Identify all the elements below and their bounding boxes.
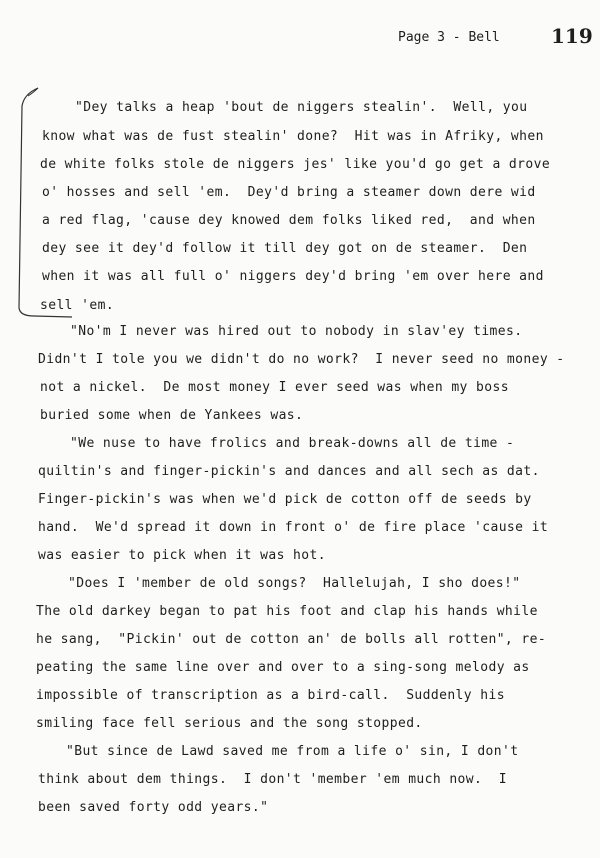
text-line: buried some when de Yankees was.	[40, 408, 304, 423]
text-line: think about dem things. I don't 'member 'em much now. I	[38, 772, 507, 787]
text-line: been saved forty odd years."	[38, 800, 269, 815]
text-line: impossible of transcription as a bird-call. Suddenly his	[36, 688, 505, 703]
text-line: when it was all full o' niggers dey'd bring 'em over here and	[42, 269, 544, 284]
text-line: was easier to pick when it was hot.	[38, 548, 326, 563]
text-line: dey see it dey'd follow it till dey got on de steamer. Den	[42, 241, 528, 256]
text-line: "We nuse to have frolics and break-downs all de time -	[70, 436, 515, 451]
text-line: Didn't I tole you we didn't do no work? I never seed no money -	[38, 352, 565, 367]
text-line: sell 'em.	[40, 298, 115, 313]
text-line: Finger-pickin's was when we'd pick de cotton off de seeds by	[38, 492, 532, 507]
text-line: quiltin's and finger-pickin's and dances and all sech as dat.	[38, 464, 540, 479]
margin-bracket-mark	[14, 86, 74, 326]
text-line: "No'm I never was hired out to nobody in slav'ey times.	[70, 324, 523, 339]
text-line: "Dey talks a heap 'bout de niggers stealin'. Well, you	[75, 100, 528, 115]
text-line: "Does I 'member de old songs? Hallelujah, I sho does!"	[68, 576, 521, 591]
text-line: hand. We'd spread it down in front o' de fire place 'cause it	[38, 520, 549, 535]
page-number: 119	[551, 24, 593, 48]
text-line: peating the same line over and over to a sing-song melody as	[36, 660, 530, 675]
text-line: de white folks stole de niggers jes' like you'd go get a drove	[40, 157, 551, 172]
text-line: smiling face fell serious and the song stopped.	[36, 716, 423, 731]
text-line: o' hosses and sell 'em. Dey'd bring a steamer down dere wid	[42, 185, 536, 200]
text-line: The old darkey began to pat his foot and clap his hands while	[36, 604, 538, 619]
text-line: he sang, "Pickin' out de cotton an' de bolls all rotten", re-	[36, 632, 547, 647]
text-line: a red flag, 'cause dey knowed dem folks liked red, and when	[42, 213, 536, 228]
page-header: Page 3 - Bell	[398, 30, 500, 45]
text-line: know what was de fust stealin' done? Hit was in Afriky, when	[42, 129, 544, 144]
text-line: "But since de Lawd saved me from a life o' sin, I don't	[66, 744, 519, 759]
text-line: not a nickel. De most money I ever seed was when my boss	[40, 380, 509, 395]
